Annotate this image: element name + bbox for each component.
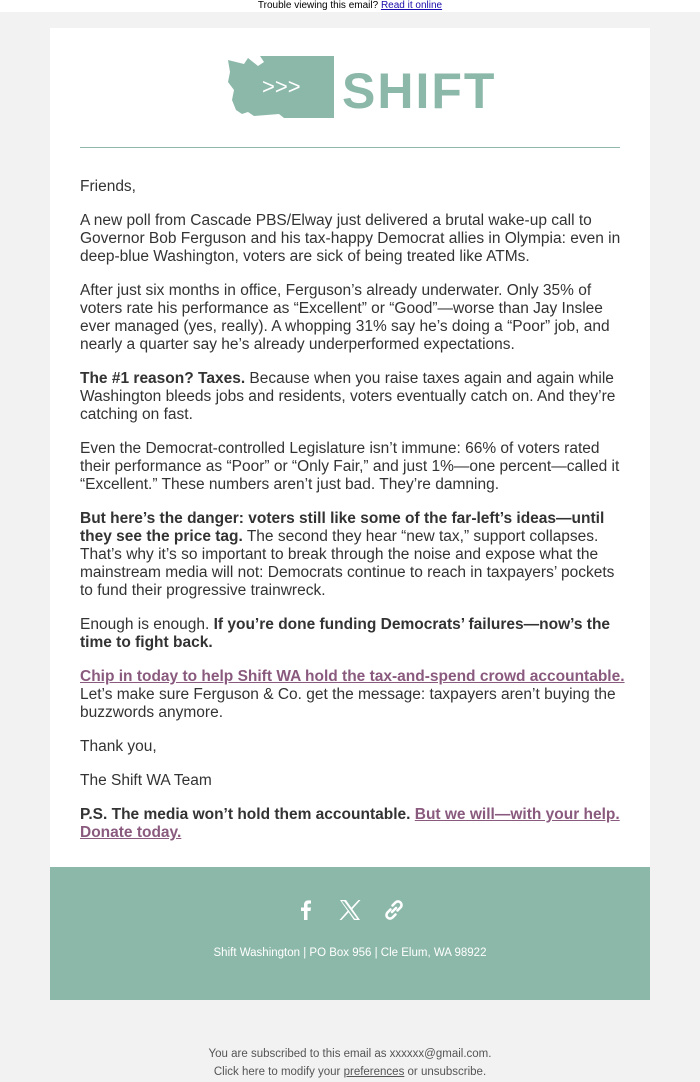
thank-you: Thank you, [80, 738, 157, 755]
paragraph-3-bold: The #1 reason? Taxes. [80, 370, 246, 387]
washington-state-shape [224, 52, 497, 124]
email-card [50, 28, 650, 880]
link-icon[interactable] [381, 897, 407, 923]
footer-address: Shift Washington | PO Box 956 | Cle Elum, WA 98922 [213, 947, 487, 959]
header-divider [80, 147, 620, 148]
greeting: Friends, [80, 178, 136, 195]
subscription-notice [0, 1045, 700, 1081]
read-online-link[interactable]: Read it online [380, 0, 443, 11]
donate-link[interactable]: But we will—with your help. Donate today. [80, 806, 620, 841]
paragraph-5 [80, 510, 625, 600]
postscript-bold: P.S. The media won’t hold them accountable. [80, 806, 411, 823]
paragraph-3-text: Because when you raise taxes again and again while Washington bleeds jobs and residents, voters eventually catch on. And they’re catching on fast. [80, 370, 616, 423]
x-icon[interactable] [337, 897, 363, 923]
email-footer [50, 867, 650, 1000]
paragraph-1: A new poll from Cascade PBS/Elway just delivered a brutal wake-up call to Governor Bob Ferguson and his tax-happy Democrat allies in Olympia: even in deep-blue Washington, voters are sick of being treated like ATMs. [80, 212, 621, 265]
paragraph-5-bold: But here’s the danger: voters still like some of the far-left’s ideas—until they see the price tag. [80, 510, 605, 545]
paragraph-7 [80, 668, 625, 722]
trouble-viewing-text: Trouble viewing this email? [257, 0, 379, 11]
preferences-link[interactable]: preferences [343, 1066, 405, 1078]
logo-text: SHIFT [342, 63, 497, 119]
preferences-line [0, 1063, 700, 1081]
preferences-prefix: Click here to modify your [213, 1066, 344, 1078]
chip-in-link[interactable]: Chip in today to help Shift WA hold the tax-and-spend crowd accountable. [80, 668, 625, 685]
paragraph-6-bold: If you’re done funding Democrats’ failures—now’s the time to fight back. [80, 616, 611, 651]
social-links [50, 897, 650, 923]
email-background [0, 12, 700, 1082]
postscript [80, 806, 625, 842]
shift-logo[interactable] [224, 52, 497, 124]
logo-arrows: >>> [262, 74, 301, 99]
facebook-icon[interactable] [293, 897, 319, 923]
paragraph-6-text: Enough is enough. [80, 616, 214, 633]
paragraph-6 [80, 616, 625, 652]
paragraph-4: Even the Democrat-controlled Legislature isn’t immune: 66% of voters rated their performance as “Poor” or “Only Fair,” and just 1%—one percent—called it “Excellent.” These numbers aren’t just bad. They’re damning. [80, 440, 620, 493]
email-body [80, 178, 625, 858]
paragraph-2: After just six months in office, Ferguson’s already underwater. Only 35% of voters rate his performance as “Excellent” or “Good”—worse than Jay Inslee ever managed (yes, really). A whopping 31% say he’s doing a “Poor” job, and nearly a quarter say he’s already underperformed expectations. [80, 282, 610, 353]
signature: The Shift WA Team [80, 772, 212, 789]
paragraph-5-text: The second they hear “new tax,” support collapses. That’s why it’s so important to break through the noise and expose what the mainstream media will not: Democrats continue to reach in taxpayers’ pockets to fund their progressive trainwreck. [80, 528, 615, 599]
paragraph-7-text: Let’s make sure Ferguson & Co. get the message: taxpayers aren’t buying the buzzwords anymore. [80, 686, 616, 721]
subscription-line: You are subscribed to this email as xxxxxx@gmail.com. [208, 1048, 492, 1060]
trouble-viewing-bar [0, 0, 700, 12]
paragraph-3 [80, 370, 625, 424]
preferences-suffix: or unsubscribe. [404, 1066, 487, 1078]
